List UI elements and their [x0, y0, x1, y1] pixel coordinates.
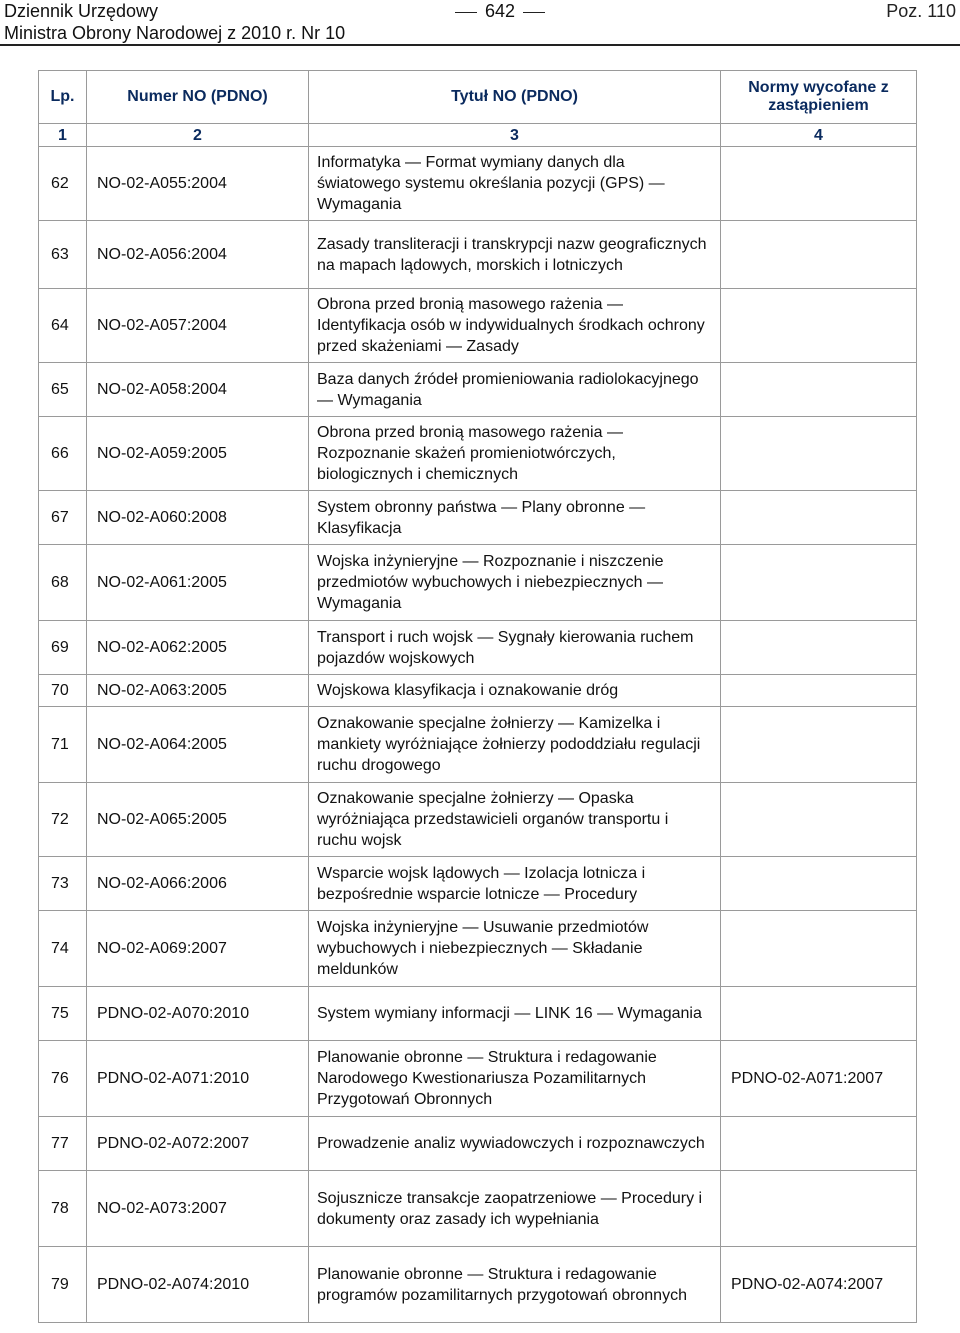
row-lp: 67 [39, 491, 87, 545]
column-number-row [39, 124, 917, 147]
row-lp: 65 [39, 363, 87, 417]
row-title: Sojusznicze transakcje zaopatrzeniowe — Procedury i dokumenty oraz zasady ich wypełniania [309, 1171, 721, 1247]
row-lp: 66 [39, 417, 87, 491]
row-title: Wsparcie wojsk lądowych — Izolacja lotnicza i bezpośrednie wsparcie lotnicze — Procedury [309, 857, 721, 911]
table-row [39, 1117, 917, 1171]
column-number: 2 [87, 124, 309, 147]
row-title: Transport i ruch wojsk — Sygnały kierowania ruchem pojazdów wojskowych [309, 621, 721, 675]
table-row [39, 147, 917, 221]
row-number: NO-02-A056:2004 [87, 221, 309, 289]
row-lp: 79 [39, 1247, 87, 1323]
row-replaced [721, 621, 917, 675]
header-number: Numer NO (PDNO) [87, 71, 309, 124]
row-title: Wojska inżynieryjne — Usuwanie przedmiotów wybuchowych i niebezpiecznych — Składanie meldunków [309, 911, 721, 987]
row-lp: 63 [39, 221, 87, 289]
row-replaced [721, 675, 917, 707]
row-title: Obrona przed bronią masowego rażenia — Rozpoznanie skażeń promieniotwórczych, biologicznych i chemicznych [309, 417, 721, 491]
row-lp: 77 [39, 1117, 87, 1171]
row-lp: 70 [39, 675, 87, 707]
row-number: NO-02-A064:2005 [87, 707, 309, 783]
table-row [39, 1247, 917, 1323]
row-lp: 76 [39, 1041, 87, 1117]
row-replaced [721, 987, 917, 1041]
row-number: NO-02-A060:2008 [87, 491, 309, 545]
row-number: NO-02-A055:2004 [87, 147, 309, 221]
row-title: System wymiany informacji — LINK 16 — Wymagania [309, 987, 721, 1041]
row-replaced [721, 911, 917, 987]
row-title: Wojskowa klasyfikacja i oznakowanie dróg [309, 675, 721, 707]
row-replaced [721, 857, 917, 911]
table-row [39, 545, 917, 621]
row-replaced [721, 783, 917, 857]
row-number: NO-02-A066:2006 [87, 857, 309, 911]
row-replaced: PDNO-02-A071:2007 [721, 1041, 917, 1117]
row-number: NO-02-A057:2004 [87, 289, 309, 363]
row-replaced [721, 707, 917, 783]
table-row [39, 675, 917, 707]
row-lp: 64 [39, 289, 87, 363]
row-title: Planowanie obronne — Struktura i redagowanie Narodowego Kwestionariusza Pozamilitarnych Przygotowań Obronnych [309, 1041, 721, 1117]
header-rule [0, 44, 960, 46]
row-lp: 72 [39, 783, 87, 857]
table-row [39, 783, 917, 857]
row-number: NO-02-A062:2005 [87, 621, 309, 675]
table-row [39, 221, 917, 289]
table-body [39, 147, 917, 1323]
left-dash [455, 12, 477, 13]
journal-title: Dziennik Urzędowy [4, 1, 159, 21]
row-lp: 71 [39, 707, 87, 783]
page-number: 642 [484, 1, 516, 21]
row-title: Wojska inżynieryjne — Rozpoznanie i niszczenie przedmiotów wybuchowych i niebezpiecznych — Wymagania [309, 545, 721, 621]
row-lp: 68 [39, 545, 87, 621]
row-replaced [721, 1117, 917, 1171]
row-lp: 78 [39, 1171, 87, 1247]
row-lp: 75 [39, 987, 87, 1041]
row-title: System obronny państwa — Plany obronne — Klasyfikacja [309, 491, 721, 545]
row-lp: 74 [39, 911, 87, 987]
row-replaced [721, 1171, 917, 1247]
row-replaced [721, 289, 917, 363]
table-row [39, 1171, 917, 1247]
table-row [39, 289, 917, 363]
table-header-row [39, 71, 917, 124]
row-number: NO-02-A065:2005 [87, 783, 309, 857]
row-replaced [721, 491, 917, 545]
row-number: PDNO-02-A072:2007 [87, 1117, 309, 1171]
position-label: Poz. 110 [886, 1, 956, 21]
row-replaced [721, 221, 917, 289]
column-number: 4 [721, 124, 917, 147]
table-row [39, 621, 917, 675]
table-row [39, 911, 917, 987]
row-number: NO-02-A059:2005 [87, 417, 309, 491]
table-row [39, 363, 917, 417]
row-title: Prowadzenie analiz wywiadowczych i rozpoznawczych [309, 1117, 721, 1171]
page-header [0, 0, 960, 44]
row-title: Informatyka — Format wymiany danych dla światowego systemu określania pozycji (GPS) — Wymagania [309, 147, 721, 221]
row-lp: 69 [39, 621, 87, 675]
table-row [39, 417, 917, 491]
column-number: 1 [39, 124, 87, 147]
row-replaced: PDNO-02-A074:2007 [721, 1247, 917, 1323]
ministry-subtitle: Ministra Obrony Narodowej z 2010 r. Nr 10 [4, 23, 346, 43]
row-number: NO-02-A061:2005 [87, 545, 309, 621]
row-title: Planowanie obronne — Struktura i redagowanie programów pozamilitarnych przygotowań obronnych [309, 1247, 721, 1323]
row-lp: 73 [39, 857, 87, 911]
page-number-block [440, 0, 560, 22]
header-title: Tytuł NO (PDNO) [309, 71, 721, 124]
table-row [39, 1041, 917, 1117]
row-title: Oznakowanie specjalne żołnierzy — Opaska wyróżniająca przedstawicieli organów transportu i ruchu wojsk [309, 783, 721, 857]
row-replaced [721, 545, 917, 621]
table-row [39, 857, 917, 911]
column-number: 3 [309, 124, 721, 147]
row-title: Oznakowanie specjalne żołnierzy — Kamizelka i mankiety wyróżniające żołnierzy pododdziału regulacji ruchu drogowego [309, 707, 721, 783]
row-replaced [721, 363, 917, 417]
row-replaced [721, 417, 917, 491]
row-replaced [721, 147, 917, 221]
row-number: PDNO-02-A070:2010 [87, 987, 309, 1041]
table-row [39, 987, 917, 1041]
row-title: Baza danych źródeł promieniowania radiolokacyjnego — Wymagania [309, 363, 721, 417]
right-dash [523, 12, 545, 13]
row-number: NO-02-A069:2007 [87, 911, 309, 987]
row-number: NO-02-A058:2004 [87, 363, 309, 417]
row-number: NO-02-A073:2007 [87, 1171, 309, 1247]
standards-table [38, 70, 917, 1323]
row-number: NO-02-A063:2005 [87, 675, 309, 707]
row-title: Obrona przed bronią masowego rażenia — Identyfikacja osób w indywidualnych środkach ochrony przed skażeniami — Zasady [309, 289, 721, 363]
row-number: PDNO-02-A074:2010 [87, 1247, 309, 1323]
header-lp: Lp. [39, 71, 87, 124]
row-lp: 62 [39, 147, 87, 221]
row-number: PDNO-02-A071:2010 [87, 1041, 309, 1117]
table-row [39, 491, 917, 545]
row-title: Zasady transliteracji i transkrypcji nazw geograficznych na mapach lądowych, morskich i lotniczych [309, 221, 721, 289]
header-replaced: Normy wycofane z zastąpieniem [721, 71, 917, 124]
table-row [39, 707, 917, 783]
